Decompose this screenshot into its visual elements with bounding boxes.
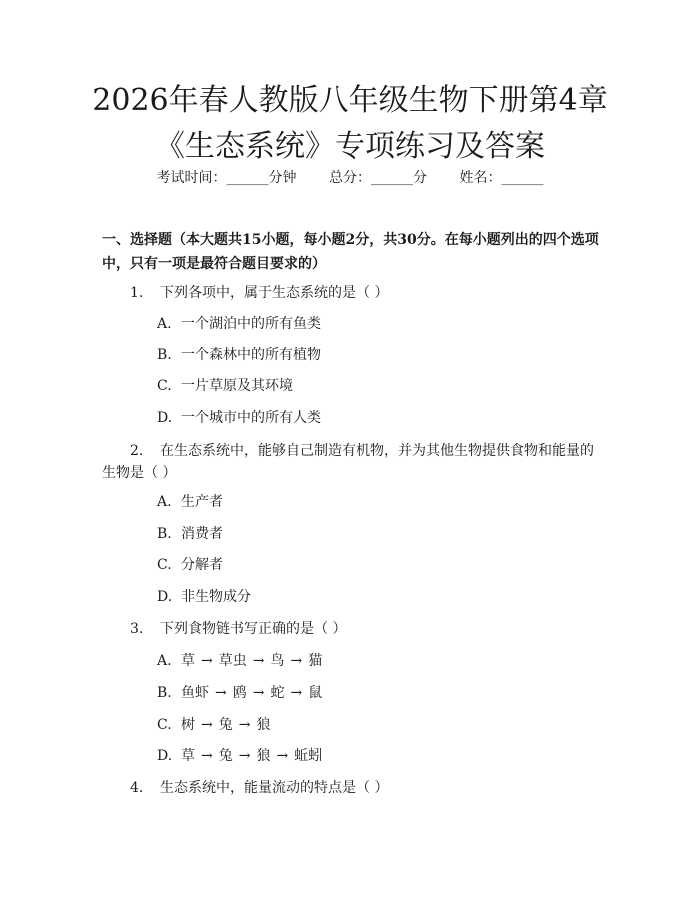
chain-item: 兔	[218, 717, 233, 733]
exam-name-field: 姓名：______	[459, 170, 544, 186]
option-letter: C.	[157, 557, 172, 573]
arrow-icon: →	[290, 653, 303, 669]
question-number: 3.	[130, 621, 144, 637]
chain-item: 蚯蚓	[294, 748, 323, 764]
option-letter: D.	[157, 589, 173, 605]
question-text: 下列各项中，属于生态系统的是（ ）	[160, 285, 389, 301]
option-letter: D.	[157, 748, 173, 764]
document-title: 2026年春人教版八年级生物下册第4章《生态系统》专项练习及答案	[92, 83, 608, 164]
question-4	[130, 777, 388, 799]
chain-item: 鱼虾	[181, 685, 209, 701]
arrow-icon: →	[201, 717, 213, 733]
question-1	[130, 282, 388, 304]
question-2	[102, 440, 602, 484]
q3-option-c	[157, 715, 270, 735]
chain-item: 草虫	[218, 653, 247, 669]
question-text: 在生态系统中，能够自己制造有机物，并为其他生物提供食物和能量的生物是（ ）	[102, 443, 594, 481]
option-letter: B.	[157, 685, 172, 701]
chain-item: 鸟	[270, 653, 285, 669]
arrow-icon: →	[276, 748, 289, 764]
exam-time-field: 考试时间：______分钟	[156, 170, 297, 186]
question-text: 下列食物链书写正确的是（ ）	[160, 621, 347, 637]
arrow-icon: →	[238, 748, 251, 764]
q2-option-b	[157, 524, 223, 544]
option-letter: C.	[157, 717, 172, 733]
option-letter: A.	[157, 653, 172, 669]
option-letter: A.	[157, 316, 172, 332]
q1-option-c	[157, 376, 293, 396]
q1-option-a	[157, 314, 321, 334]
question-number: 1.	[130, 285, 144, 301]
option-text: 一片草原及其环境	[181, 378, 293, 394]
chain-item: 兔	[218, 748, 233, 764]
question-text: 生态系统中，能量流动的特点是（ ）	[160, 780, 389, 796]
q3-option-a	[157, 651, 322, 671]
option-text: 分解者	[181, 557, 223, 573]
chain-item: 树	[181, 717, 195, 733]
chain-item: 狼	[256, 717, 271, 733]
question-number: 2.	[130, 443, 144, 459]
option-text: 消费者	[181, 526, 223, 542]
q2-option-d	[157, 587, 251, 607]
chain-item: 狼	[256, 748, 271, 764]
arrow-icon: →	[201, 653, 213, 669]
exam-info-line	[0, 168, 700, 188]
chain-item: 草	[181, 653, 195, 669]
option-text: 生产者	[181, 494, 223, 510]
q1-option-d	[157, 408, 321, 428]
q2-option-a	[157, 492, 223, 512]
option-text: 一个湖泊中的所有鱼类	[181, 316, 321, 332]
q3-option-d	[157, 746, 322, 766]
arrow-icon: →	[252, 653, 265, 669]
arrow-icon: →	[238, 717, 251, 733]
option-letter: C.	[157, 378, 172, 394]
option-text: 一个城市中的所有人类	[181, 410, 321, 426]
option-text: 非生物成分	[181, 589, 251, 605]
chain-item: 鼠	[308, 685, 323, 701]
chain-item: 猫	[308, 653, 323, 669]
option-letter: B.	[157, 347, 172, 363]
option-letter: D.	[157, 410, 173, 426]
option-letter: A.	[157, 494, 172, 510]
chain-item: 蛇	[270, 685, 285, 701]
question-3	[130, 618, 346, 640]
q2-option-c	[157, 555, 223, 575]
arrow-icon: →	[290, 685, 303, 701]
arrow-icon: →	[252, 685, 265, 701]
q1-option-b	[157, 345, 321, 365]
exam-score-field: 总分：______分	[329, 170, 427, 186]
chain-item: 鸥	[232, 685, 247, 701]
q3-option-b	[157, 683, 322, 703]
arrow-icon: →	[215, 685, 227, 701]
question-number: 4.	[130, 780, 144, 796]
section-heading: 一、选择题（本大题共15小题，每小题2分，共30分。在每小题列出的四个选项中，只有一项是最符合题目要求的）	[102, 232, 599, 272]
arrow-icon: →	[201, 748, 213, 764]
option-text: 一个森林中的所有植物	[181, 347, 321, 363]
chain-item: 草	[181, 748, 195, 764]
option-letter: B.	[157, 526, 172, 542]
